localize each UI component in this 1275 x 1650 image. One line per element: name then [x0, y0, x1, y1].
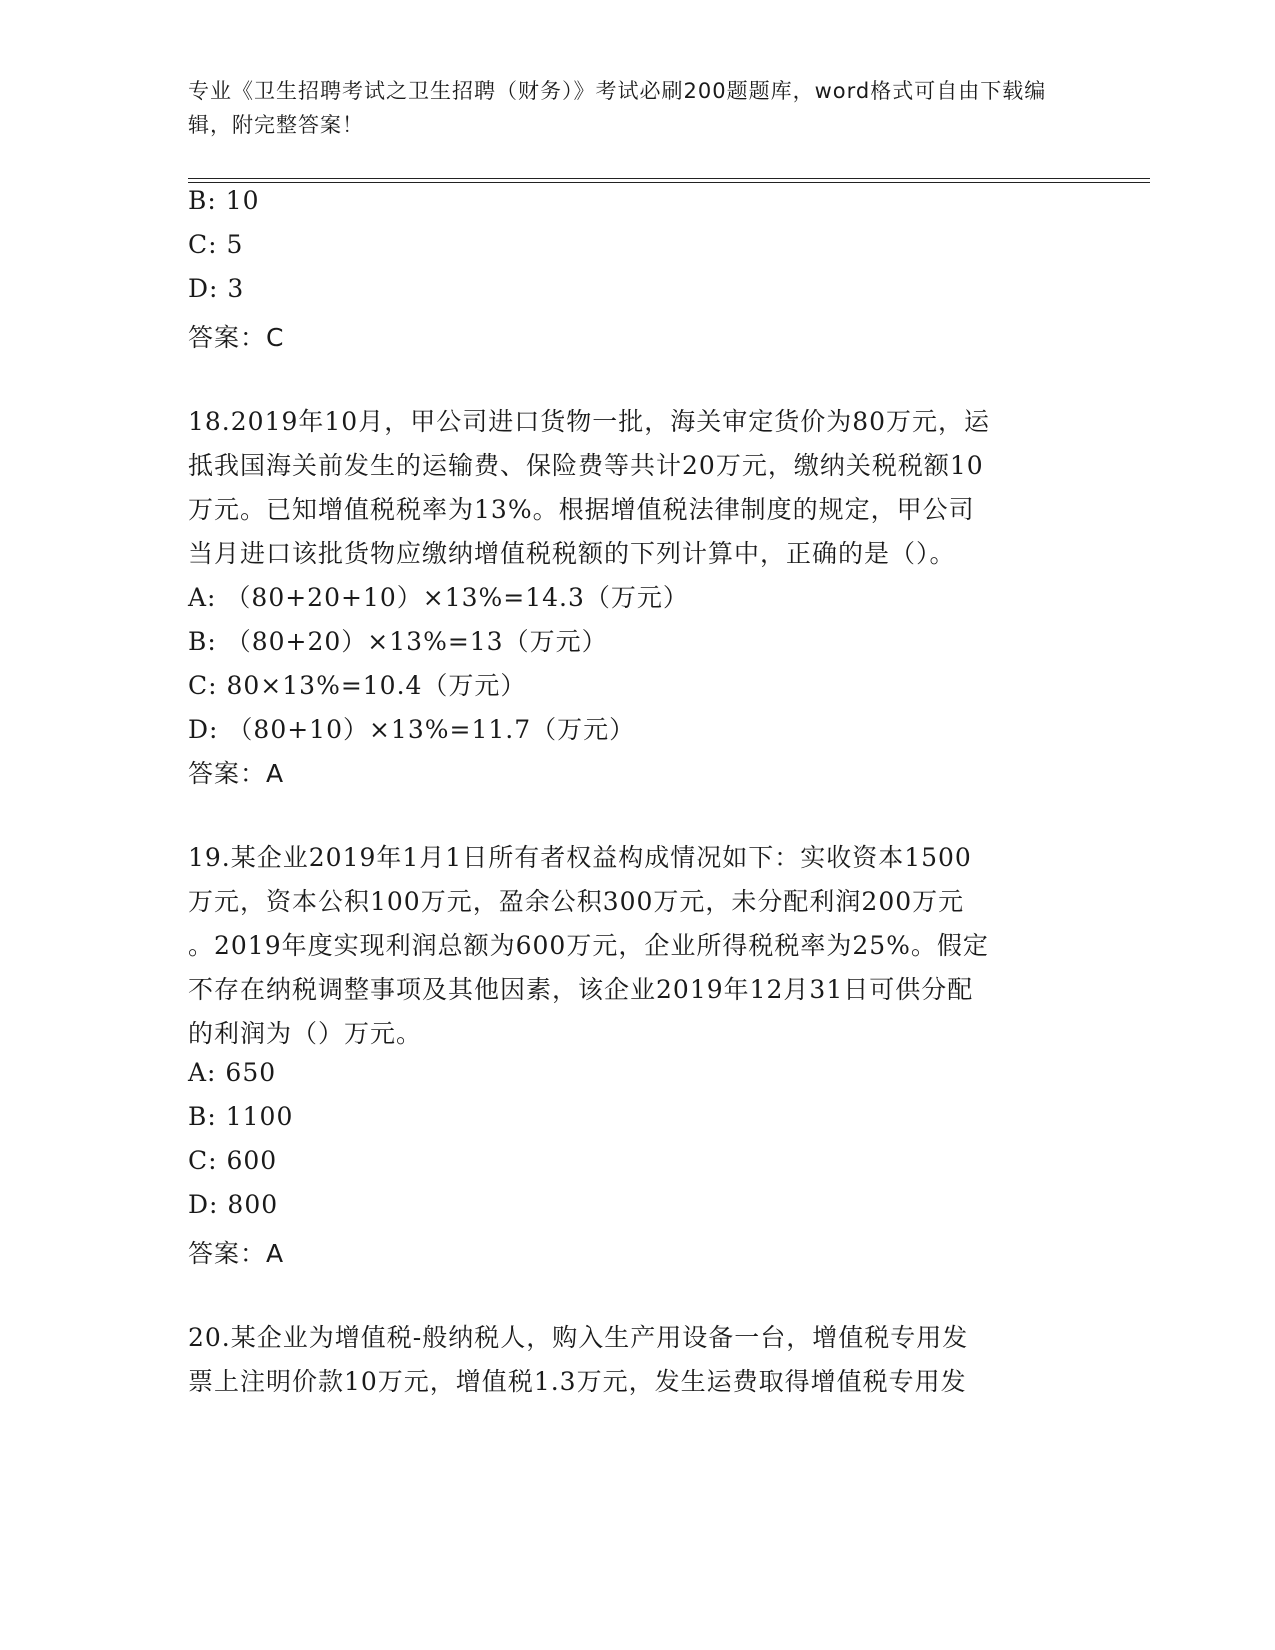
header-divider-bottom — [188, 182, 1150, 183]
q19-text-line-2: 万元，资本公积100万元，盈余公积300万元，未分配利润200万元 — [188, 887, 965, 916]
q19-option-a: A: 650 — [188, 1058, 277, 1087]
q18-option-b: B: （80+20）×13%=13（万元） — [188, 627, 608, 656]
q18-answer: 答案：A — [188, 759, 285, 788]
q19-text-line-5: 的利润为（）万元。 — [188, 1019, 423, 1048]
q18-option-d: D: （80+10）×13%=11.7（万元） — [188, 715, 636, 744]
q19-option-d: D: 800 — [188, 1190, 279, 1219]
q17-option-c: C: 5 — [188, 230, 244, 259]
q18-option-a: A: （80+20+10）×13%=14.3（万元） — [188, 583, 689, 612]
q20-text-line-2: 票上注明价款10万元，增值税1.3万元，发生运费取得增值税专用发 — [188, 1367, 967, 1396]
q18-text-line-1: 18.2019年10月，甲公司进口货物一批，海关审定货价为80万元，运 — [188, 407, 991, 436]
q19-option-c: C: 600 — [188, 1146, 278, 1175]
q18-text-line-4: 当月进口该批货物应缴纳增值税税额的下列计算中，正确的是（）。 — [188, 539, 956, 568]
q19-text-line-4: 不存在纳税调整事项及其他因素，该企业2019年12月31日可供分配 — [188, 975, 974, 1004]
q17-option-d: D: 3 — [188, 274, 245, 303]
q18-text-line-2: 抵我国海关前发生的运输费、保险费等共计20万元，缴纳关税税额10 — [188, 451, 984, 480]
q17-option-b: B: 10 — [188, 186, 260, 215]
document-header — [188, 74, 1068, 142]
q20-text-line-1: 20.某企业为增值税-般纳税人，购入生产用设备一台，增值税专用发 — [188, 1323, 969, 1352]
header-divider-top — [188, 178, 1150, 179]
q18-text-line-3: 万元。已知增值税税率为13%。根据增值税法律制度的规定，甲公司 — [188, 495, 975, 524]
q19-text-line-1: 19.某企业2019年1月1日所有者权益构成情况如下：实收资本1500 — [188, 843, 972, 872]
q19-answer: 答案：A — [188, 1239, 285, 1268]
q17-answer: 答案：C — [188, 323, 285, 352]
header-title: 专业《卫生招聘考试之卫生招聘（财务）》考试必刷200题题库，word格式可自由下载编辑，附完整答案！ — [188, 79, 1047, 137]
q18-option-c: C: 80×13%=10.4（万元） — [188, 671, 527, 700]
q19-text-line-3: 。2019年度实现利润总额为600万元，企业所得税税率为25%。假定 — [188, 931, 989, 960]
q19-option-b: B: 1100 — [188, 1102, 294, 1131]
